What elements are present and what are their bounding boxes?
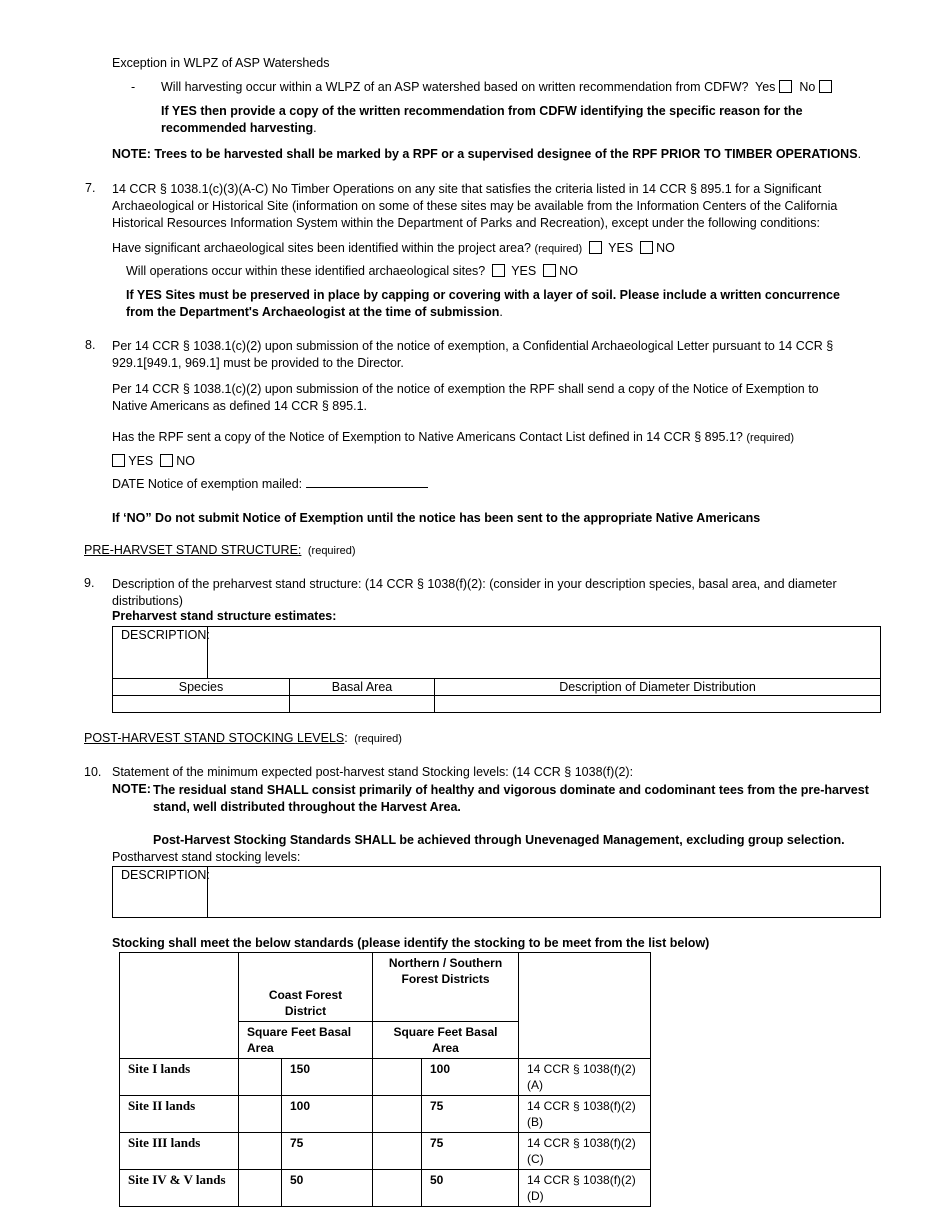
site-label: Site III lands bbox=[120, 1133, 239, 1170]
stocking-heading: Stocking shall meet the below standards (please identify the stocking to be meet from the list below) bbox=[112, 936, 710, 950]
post-harvest-required: (required) bbox=[354, 733, 402, 745]
item8-yes-checkbox[interactable] bbox=[112, 454, 125, 467]
north-sub-header: Square Feet Basal Area bbox=[373, 1022, 519, 1059]
north-value: 75 bbox=[422, 1096, 519, 1133]
site-label: Site IV & V lands bbox=[120, 1170, 239, 1207]
postharvest-table bbox=[112, 866, 881, 918]
coast-value: 75 bbox=[282, 1133, 373, 1170]
item8-question bbox=[112, 430, 794, 444]
item7-q2-yes-checkbox[interactable] bbox=[492, 264, 505, 277]
north-value: 50 bbox=[422, 1170, 519, 1207]
item8-no-checkbox[interactable] bbox=[160, 454, 173, 467]
north-checkbox-cell[interactable] bbox=[373, 1096, 422, 1133]
item7-text: 14 CCR § 1038.1(c)(3)(A-C) No Timber Operations on any site that satisfies the criteria listed in 14 CCR § 895.1 for a Significant Archaeological or Historical Site (information on some of these sites may be available from the Information Centers of the California Historical Resources Information System within the Department of Parks and Recreation), except under the following conditions: bbox=[112, 182, 838, 230]
coast-checkbox-cell[interactable] bbox=[239, 1059, 282, 1096]
item7-q1-required: (required) bbox=[534, 243, 583, 255]
item8-question-text: Has the RPF sent a copy of the Notice of Exemption to Native Americans Contact List defined in 14 CCR § 895.1? bbox=[112, 430, 743, 444]
col-species: Species bbox=[113, 679, 290, 696]
item8-yes-label: YES bbox=[128, 454, 154, 468]
item8-required: (required) bbox=[746, 432, 795, 444]
item10-text: Statement of the minimum expected post-harvest stand Stocking levels: (14 CCR § 1038(f)(2): bbox=[112, 765, 634, 779]
ccr-reference: 14 CCR § 1038(f)(2)(C) bbox=[519, 1133, 651, 1170]
north-checkbox-cell[interactable] bbox=[373, 1059, 422, 1096]
item7-q2-yes-label: YES bbox=[511, 264, 537, 278]
stocking-row bbox=[120, 1096, 651, 1133]
item7-number: 7. bbox=[85, 181, 96, 195]
col-diameter-distribution: Description of Diameter Distribution bbox=[435, 679, 880, 696]
wlpz-no-label: No bbox=[799, 80, 816, 94]
coast-checkbox-cell[interactable] bbox=[239, 1096, 282, 1133]
item10-number: 10. bbox=[84, 765, 102, 779]
basal-area-input[interactable] bbox=[290, 696, 435, 712]
item8-date-field[interactable] bbox=[306, 477, 428, 488]
timber-note-end: . bbox=[857, 147, 862, 161]
item8-p1: Per 14 CCR § 1038.1(c)(2) upon submission of the notice of exemption, a Confidential Archaeological Letter pursuant to 14 CCR § 929.1[949.1, 969.1] must be provided to the Director. bbox=[112, 339, 834, 370]
item9-text: Description of the preharvest stand structure: (14 CCR § 1038(f)(2): (consider in your description species, basal area, and diameter distributions) bbox=[112, 577, 837, 608]
north-checkbox-cell[interactable] bbox=[373, 1133, 422, 1170]
item8-warning: If ‘NO” Do not submit Notice of Exemption until the notice has been sent to the appropriate Native Americans bbox=[112, 511, 761, 525]
north-value: 75 bbox=[422, 1133, 519, 1170]
stocking-table bbox=[119, 952, 651, 1207]
postharvest-description-label: DESCRIPTION: bbox=[113, 867, 208, 917]
exception-heading: Exception in WLPZ of ASP Watersheds bbox=[112, 56, 330, 70]
species-input[interactable] bbox=[113, 696, 290, 712]
bullet-dash: - bbox=[131, 80, 136, 94]
item8-number: 8. bbox=[85, 338, 96, 352]
item7-q1-no-checkbox[interactable] bbox=[640, 241, 653, 254]
stocking-header-row bbox=[120, 953, 651, 1022]
wlpz-yes-label: Yes bbox=[755, 80, 776, 94]
post-harvest-heading bbox=[84, 731, 402, 745]
coast-sub-header: Square Feet Basal Area bbox=[239, 1022, 373, 1059]
north-value: 100 bbox=[422, 1059, 519, 1096]
wlpz-instruction bbox=[161, 103, 821, 137]
postharvest-levels-label: Postharvest stand stocking levels: bbox=[112, 850, 301, 864]
wlpz-instruction-bold: If YES then provide a copy of the written recommendation from CDFW identifying the specific reason for the recommended harvesting bbox=[161, 104, 803, 135]
item8-p2: Per 14 CCR § 1038.1(c)(2) upon submission of the notice of exemption the RPF shall send a copy of the Notice of Exemption to Native Americans as defined 14 CCR § 895.1. bbox=[112, 382, 819, 413]
coast-checkbox-cell[interactable] bbox=[239, 1133, 282, 1170]
preharvest-table bbox=[112, 626, 881, 713]
coast-value: 100 bbox=[282, 1096, 373, 1133]
item7-q1 bbox=[112, 241, 675, 255]
item9-number: 9. bbox=[84, 576, 95, 590]
item8-date bbox=[112, 477, 428, 491]
coast-district-header: Coast Forest District bbox=[239, 953, 373, 1022]
item8-date-label: DATE Notice of exemption mailed: bbox=[112, 477, 303, 491]
pre-harvest-required: (required) bbox=[307, 545, 356, 557]
item10-note-label: NOTE: bbox=[112, 782, 151, 796]
stocking-standards: Post-Harvest Stocking Standards SHALL be achieved through Unevenaged Management, excluding group selection. bbox=[153, 833, 845, 847]
wlpz-question bbox=[161, 80, 832, 94]
ccr-reference: 14 CCR § 1038(f)(2)(A) bbox=[519, 1059, 651, 1096]
item7-q1-no-label: NO bbox=[656, 241, 675, 255]
stocking-row bbox=[120, 1133, 651, 1170]
site-label: Site II lands bbox=[120, 1096, 239, 1133]
item7-q2-text: Will operations occur within these identified archaeological sites? bbox=[126, 264, 486, 278]
wlpz-yes-checkbox[interactable] bbox=[779, 80, 792, 93]
pre-harvest-heading bbox=[84, 543, 356, 557]
item8-no-label: NO bbox=[176, 454, 195, 468]
item7-q1-yes-label: YES bbox=[608, 241, 634, 255]
timber-note-bold: NOTE: Trees to be harvested shall be marked by a RPF or a supervised designee of the RPF PRIOR TO TIMBER OPERATIONS bbox=[112, 147, 858, 161]
item7-q1-yes-checkbox[interactable] bbox=[589, 241, 602, 254]
item7-q2 bbox=[126, 264, 578, 278]
post-harvest-heading-text: POST-HARVEST STAND STOCKING LEVELS bbox=[84, 731, 345, 745]
ccr-reference: 14 CCR § 1038(f)(2)(B) bbox=[519, 1096, 651, 1133]
north-south-district-header: Northern / Southern Forest Districts bbox=[373, 953, 519, 1022]
coast-value: 150 bbox=[282, 1059, 373, 1096]
item7-q2-no-checkbox[interactable] bbox=[543, 264, 556, 277]
stocking-header-ref-blank bbox=[519, 953, 651, 1059]
stocking-row bbox=[120, 1059, 651, 1096]
coast-checkbox-cell[interactable] bbox=[239, 1170, 282, 1207]
wlpz-instruction-end: . bbox=[313, 121, 317, 135]
preharvest-description-field[interactable] bbox=[208, 627, 880, 679]
stocking-row bbox=[120, 1170, 651, 1207]
item7-instruction bbox=[126, 287, 856, 321]
item10-note-text: The residual stand SHALL consist primarily of healthy and vigorous dominate and codominant tees from the pre-harvest stand, well distributed throughout the Harvest Area. bbox=[153, 783, 869, 814]
item7-q1-text: Have significant archaeological sites been identified within the project area? bbox=[112, 241, 532, 255]
col-basal-area: Basal Area bbox=[290, 679, 435, 696]
timber-note bbox=[112, 147, 861, 161]
preharvest-estimates-label: Preharvest stand structure estimates: bbox=[112, 609, 337, 623]
item7-q2-no-label: NO bbox=[559, 264, 578, 278]
item7-instruction-end: . bbox=[499, 305, 503, 319]
stocking-header-blank bbox=[120, 953, 239, 1059]
pre-harvest-heading-text: PRE-HARVSET STAND STRUCTURE: bbox=[84, 543, 302, 557]
site-label: Site I lands bbox=[120, 1059, 239, 1096]
wlpz-question-text: Will harvesting occur within a WLPZ of an ASP watershed based on written recommendation from CDFW? bbox=[161, 80, 749, 94]
diameter-distribution-input[interactable] bbox=[435, 696, 880, 712]
wlpz-no-checkbox[interactable] bbox=[819, 80, 832, 93]
item8-answers bbox=[112, 454, 195, 468]
post-harvest-heading-colon: : bbox=[344, 731, 348, 745]
north-checkbox-cell[interactable] bbox=[373, 1170, 422, 1207]
ccr-reference: 14 CCR § 1038(f)(2)(D) bbox=[519, 1170, 651, 1207]
coast-value: 50 bbox=[282, 1170, 373, 1207]
postharvest-description-field[interactable] bbox=[208, 867, 880, 917]
item7-instruction-bold: If YES Sites must be preserved in place by capping or covering with a layer of soil. Please include a written concurrence from the Department's Archaeologist at the time of submission bbox=[126, 288, 840, 319]
preharvest-description-label: DESCRIPTION: bbox=[113, 627, 208, 679]
